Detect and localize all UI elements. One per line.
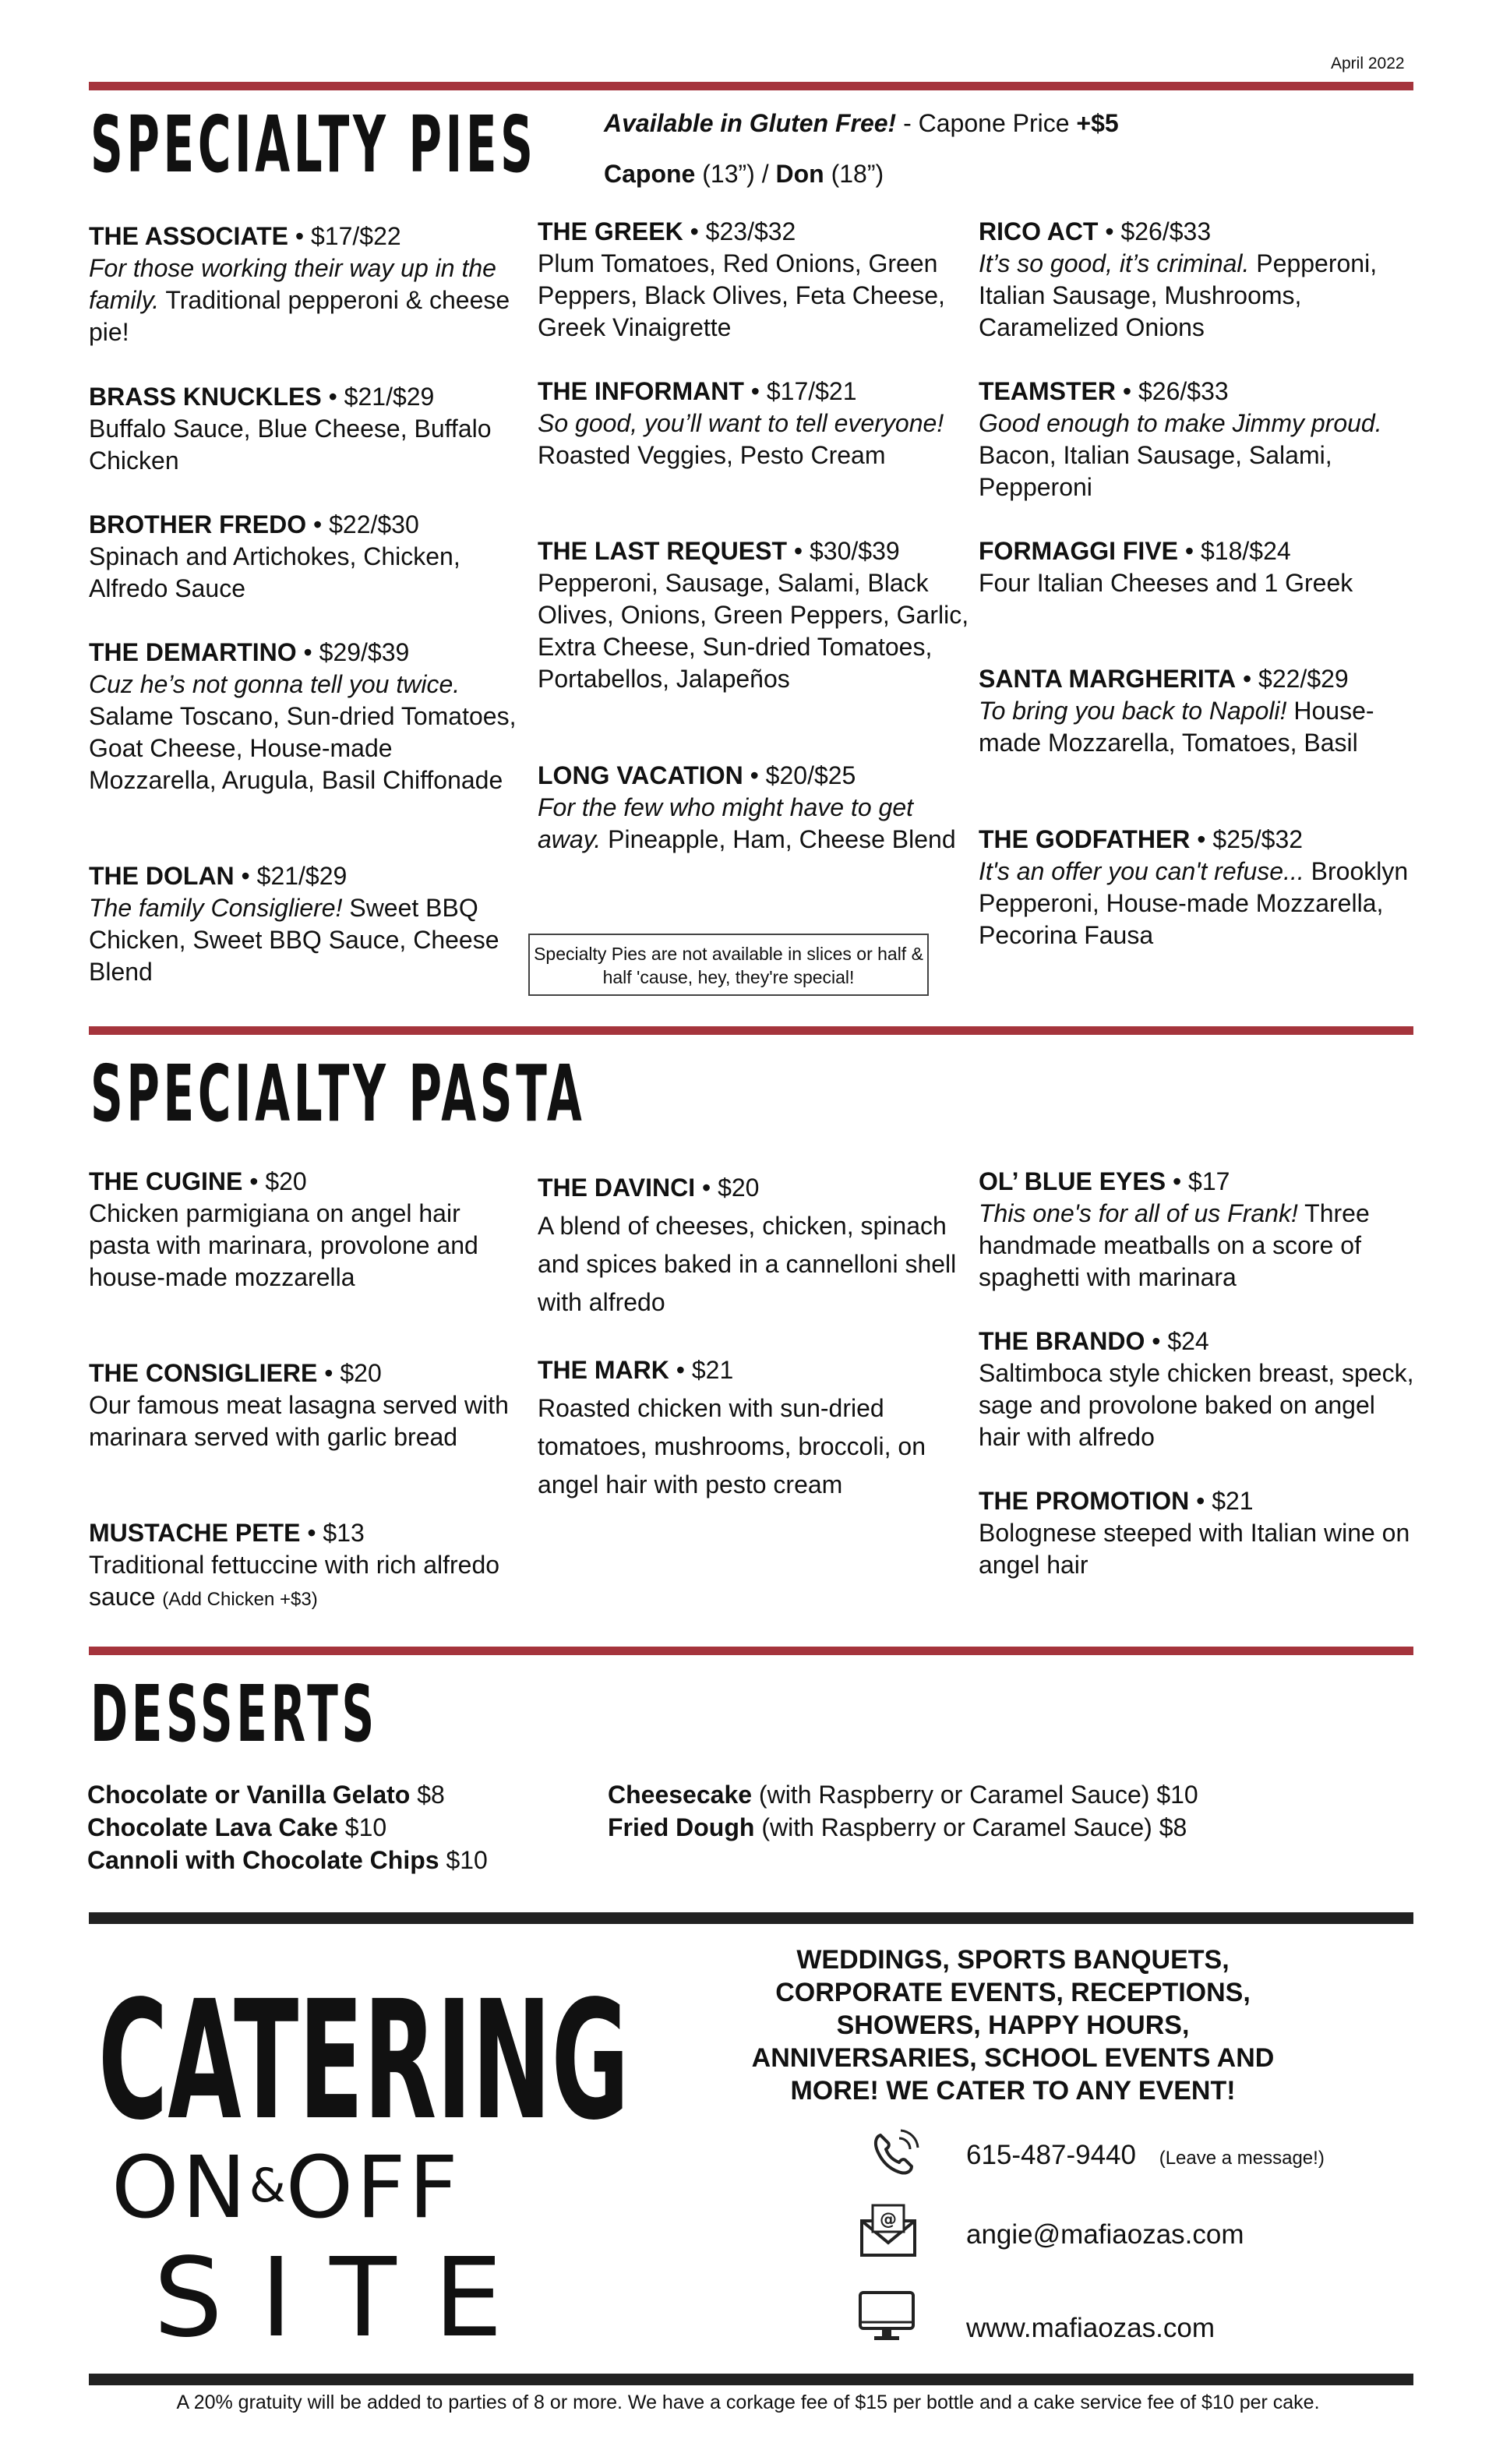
section-heading-pies: SPECIALTY PIES <box>90 99 537 190</box>
menu-item: SANTA MARGHERITA • $22/$29 To bring you back to Napoli! House-made Mozzarella, Tomatoes, Basil <box>979 665 1374 757</box>
menu-item: THE GODFATHER • $25/$32 It's an offer you can't refuse... Brooklyn Pepperoni, House-made Mozzarella, Pecorina Fausa <box>979 825 1409 949</box>
menu-item: THE DOLAN • $21/$29 The family Consigliere! Sweet BBQ Chicken, Sweet BBQ Sauce, Cheese Blend <box>89 862 499 986</box>
catering-title: CATERING <box>98 1965 630 2156</box>
catering-events: WEDDINGS, SPORTS BANQUETS, CORPORATE EVENTS, RECEPTIONS, SHOWERS, HAPPY HOURS, ANNIVERSARIES, SCHOOL EVENTS AND MORE! WE CATER TO ANY EVENT! <box>751 1945 1275 2106</box>
dessert-item: Chocolate Lava Cake $10 <box>87 1813 387 1841</box>
pies-note: Specialty Pies are not available in slices or half & half 'cause, hey, they're special! <box>528 934 929 996</box>
menu-date: April 2022 <box>1331 55 1405 72</box>
menu-item: MUSTACHE PETE • $13 Traditional fettuccine with rich alfredo sauce (Add Chicken +$3) <box>89 1519 500 1611</box>
menu-item: THE CUGINE • $20 Chicken parmigiana on angel hair pasta with marinara, provolone and house-made mozzarella <box>89 1167 478 1291</box>
phone-number[interactable]: 615-487-9440 (Leave a message!) <box>966 2140 1325 2170</box>
menu-item: OL’ BLUE EYES • $17 This one's for all of us Frank! Three handmade meatballs on a score of spaghetti with marinara <box>979 1167 1370 1291</box>
menu-item: RICO ACT • $26/$33 It’s so good, it’s criminal. Pepperoni, Italian Sausage, Mushrooms, Caramelized Onions <box>979 217 1378 341</box>
menu-item: THE DAVINCI • $20 A blend of cheeses, chicken, spinach and spices baked in a cannelloni shell with alfredo <box>538 1174 957 1316</box>
menu-item: THE MARK • $21 Roasted chicken with sun-dried tomatoes, mushrooms, broccoli, on angel hair with pesto cream <box>538 1356 926 1499</box>
computer-icon <box>856 2285 918 2347</box>
footer-note: A 20% gratuity will be added to parties of 8 or more. We have a corkage fee of $15 per bottle and a cake service fee of $10 per cake. <box>176 2392 1320 2413</box>
email-address[interactable]: angie@mafiaozas.com <box>966 2219 1244 2250</box>
menu-item: THE PROMOTION • $21 Bolognese steeped with Italian wine on angel hair <box>979 1487 1410 1579</box>
divider <box>89 1026 1413 1035</box>
dessert-item: Cheesecake (with Raspberry or Caramel Sauce) $10 <box>608 1781 1198 1809</box>
menu-item: THE LAST REQUEST • $30/$39 Pepperoni, Sausage, Salami, Black Olives, Onions, Green Peppers, Garlic, Extra Cheese, Sun-dried Tomatoes, Portabellos, Jalapeños <box>538 537 969 693</box>
email-icon <box>857 2199 919 2261</box>
divider <box>89 1912 1413 1924</box>
menu-item: LONG VACATION • $20/$25 For the few who might have to get away. Pineapple, Ham, Cheese Blend <box>538 761 956 853</box>
catering-on-off: ON&OFF <box>111 2137 461 2237</box>
menu-item: THE ASSOCIATE • $17/$22 For those working their way up in the family. Traditional pepperoni & cheese pie! <box>89 222 510 346</box>
divider <box>89 82 1413 90</box>
phone-icon <box>865 2121 927 2183</box>
svg-text:@: @ <box>880 2210 897 2229</box>
dessert-item: Fried Dough (with Raspberry or Caramel Sauce) $8 <box>608 1813 1187 1841</box>
dessert-item: Chocolate or Vanilla Gelato $8 <box>87 1781 445 1809</box>
menu-item: THE INFORMANT • $17/$21 So good, you’ll want to tell everyone! Roasted Veggies, Pesto Cream <box>538 377 944 469</box>
website-link[interactable]: www.mafiaozas.com <box>966 2313 1215 2343</box>
menu-item: THE GREEK • $23/$32 Plum Tomatoes, Red Onions, Green Peppers, Black Olives, Feta Cheese, Greek Vinaigrette <box>538 217 945 341</box>
menu-item: BRASS KNUCKLES • $21/$29 Buffalo Sauce, Blue Cheese, Buffalo Chicken <box>89 383 492 475</box>
pie-sizes: Capone (13”) / Don (18”) <box>604 160 884 188</box>
menu-item: THE DEMARTINO • $29/$39 Cuz he’s not gonna tell you twice. Salame Toscano, Sun-dried Tomatoes, Goat Cheese, House-made Mozzarella, Arugula, Basil Chiffonade <box>89 638 517 794</box>
catering-site: SITE <box>153 2235 541 2362</box>
section-heading-pasta: SPECIALTY PASTA <box>90 1048 586 1139</box>
menu-item: THE CONSIGLIERE • $20 Our famous meat lasagna served with marinara served with garlic bread <box>89 1359 509 1451</box>
dessert-item: Cannoli with Chocolate Chips $10 <box>87 1846 488 1874</box>
divider <box>89 2374 1413 2385</box>
menu-item: TEAMSTER • $26/$33 Good enough to make Jimmy proud. Bacon, Italian Sausage, Salami, Pepperoni <box>979 377 1382 501</box>
menu-item: FORMAGGI FIVE • $18/$24 Four Italian Cheeses and 1 Greek <box>979 537 1353 597</box>
gluten-free-note: Available in Gluten Free! - Capone Price +$5 <box>604 109 1119 137</box>
menu-item: THE BRANDO • $24 Saltimboca style chicken breast, speck, sage and provolone baked on angel hair with alfredo <box>979 1327 1414 1451</box>
divider <box>89 1647 1413 1655</box>
menu-item: BROTHER FREDO • $22/$30 Spinach and Artichokes, Chicken, Alfredo Sauce <box>89 510 460 602</box>
section-heading-desserts: DESSERTS <box>90 1668 378 1760</box>
